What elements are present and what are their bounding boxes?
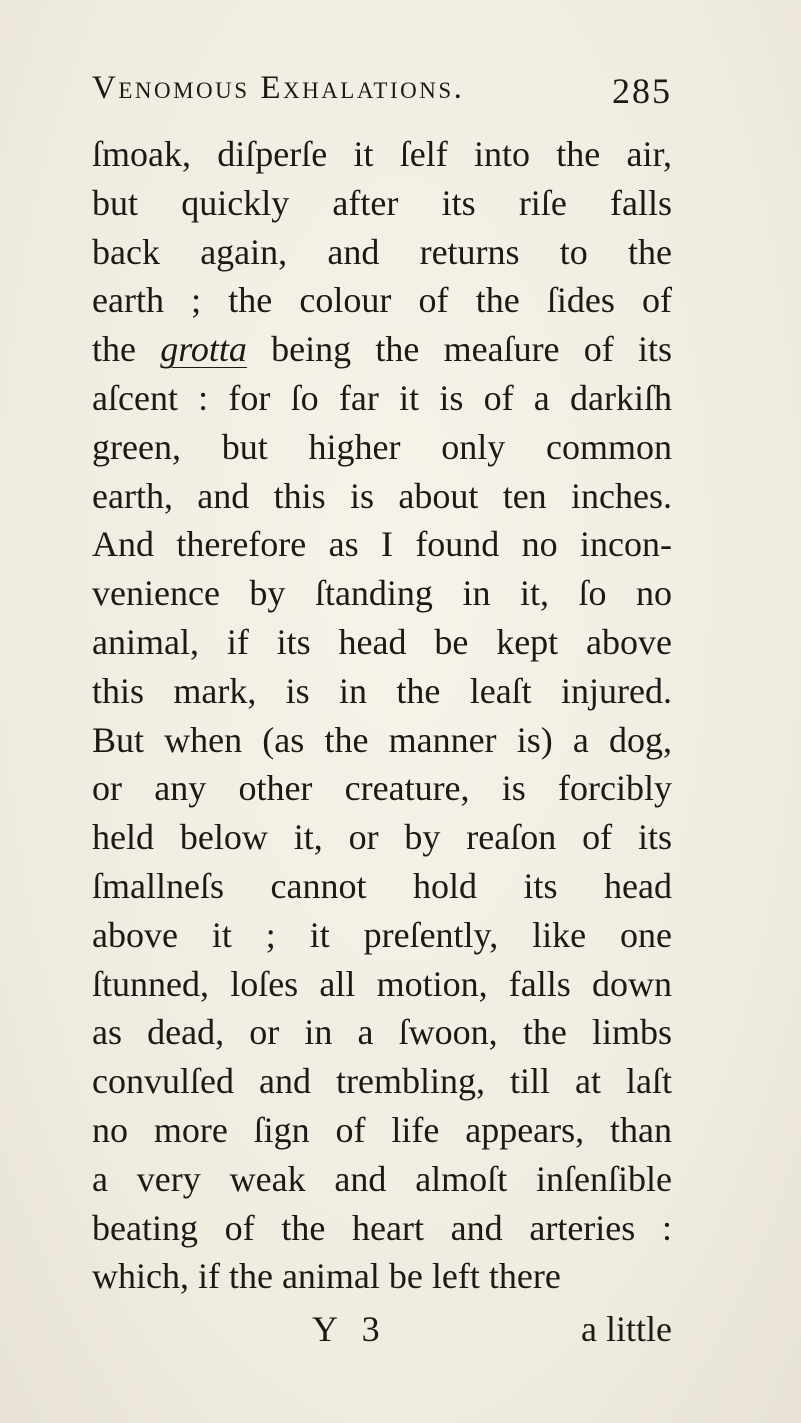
text-line: a very weak and almoſt inſenſible: [92, 1158, 672, 1199]
text-line: But when (as the manner is) a dog,: [92, 719, 672, 760]
body-text: [92, 130, 672, 1301]
page-header: [92, 70, 672, 120]
text-line: animal, if its head be kept above: [92, 621, 672, 662]
text-line: which, if the animal be left there: [92, 1256, 561, 1297]
text-line: ſtunned, loſes all motion, falls down: [92, 963, 672, 1004]
page-footer: [92, 1308, 672, 1358]
text-line: held below it, or by reaſon of its: [92, 817, 672, 858]
catchword: a little: [581, 1309, 672, 1349]
text-fragment: the: [92, 329, 136, 370]
text-fragment: being the meaſure of its: [271, 329, 673, 370]
page-number: 285: [612, 71, 672, 111]
italic-word-grotta: grotta: [160, 329, 247, 370]
text-line: aſcent : for ſo far it is of a darkiſh: [92, 377, 672, 418]
text-line: beating of the heart and arteries :: [92, 1207, 672, 1248]
text-line: above it ; it preſently, like one: [92, 914, 672, 955]
text-line: or any other creature, is forcibly: [92, 768, 672, 809]
text-line: ſmoak, diſperſe it ſelf into the air,: [92, 134, 672, 174]
running-head: Venomous Exhalations.: [92, 70, 465, 106]
text-line: earth ; the colour of the ſides of: [92, 280, 672, 321]
text-line: back again, and returns to the: [92, 231, 672, 272]
text-line: but quickly after its riſe falls: [92, 182, 672, 223]
text-line: ſmallneſs cannot hold its head: [92, 865, 672, 906]
signature-mark: Y 3: [312, 1309, 388, 1349]
text-line: And therefore as I found no incon-: [92, 524, 672, 565]
text-line: this mark, is in the leaſt injured.: [92, 670, 672, 711]
text-line: venience by ſtanding in it, ſo no: [92, 573, 672, 614]
text-line: convulſed and trembling, till at laſt: [92, 1061, 672, 1102]
text-line: green, but higher only common: [92, 426, 672, 467]
text-line: no more ſign of life appears, than: [92, 1109, 672, 1150]
text-line: [92, 325, 672, 374]
text-line: earth, and this is about ten inches.: [92, 475, 672, 516]
text-line: as dead, or in a ſwoon, the limbs: [92, 1012, 672, 1053]
